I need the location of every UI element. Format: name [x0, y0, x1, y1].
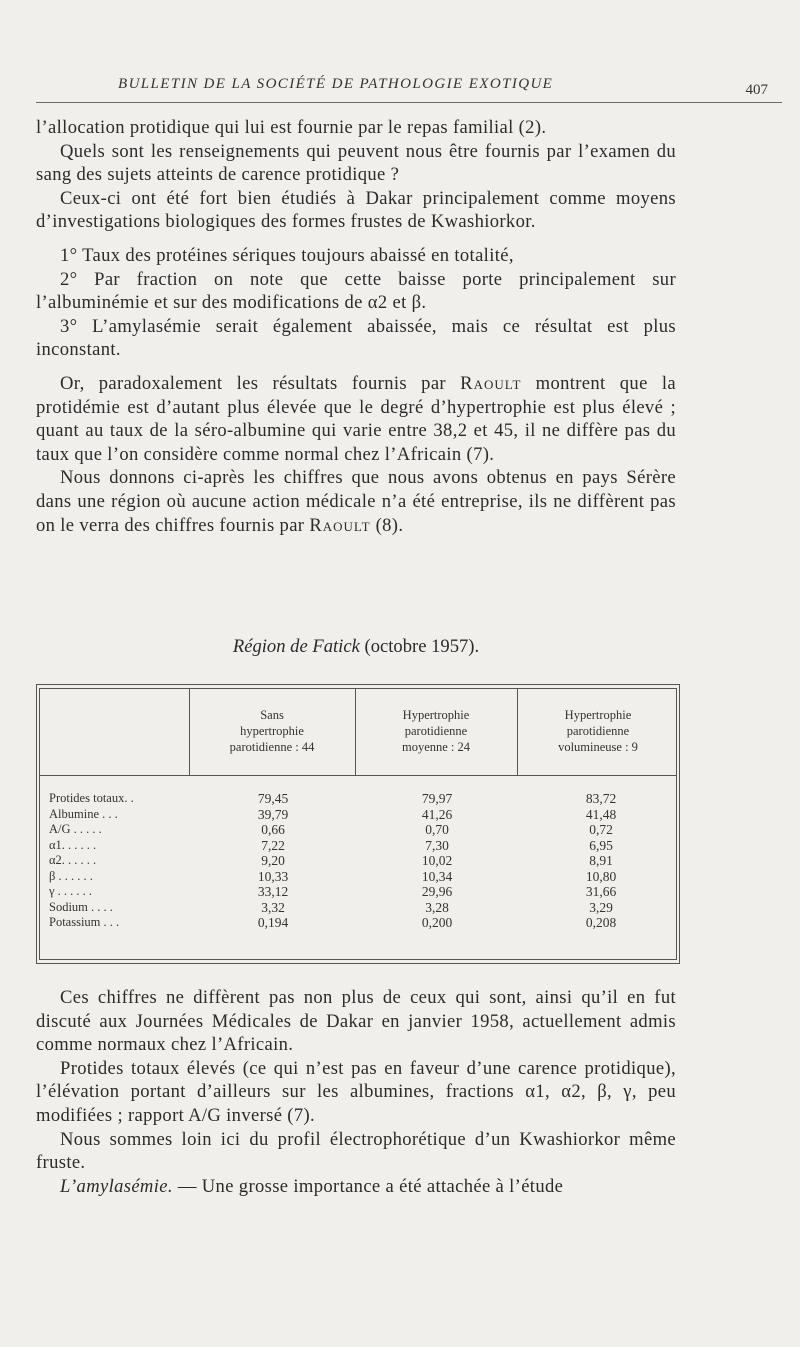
table-rule — [39, 688, 40, 960]
running-head: BULLETIN DE LA SOCIÉTÉ DE PATHOLOGIE EXOTIQUE — [118, 76, 554, 92]
section-title: L’amylasémie. — [60, 1175, 173, 1197]
table-header-rule — [39, 775, 677, 776]
table-cell: 0,200 — [421, 915, 453, 930]
table-cell: 39,79 — [257, 806, 289, 822]
table-cell: 10,34 — [421, 868, 453, 884]
paragraph: Ceux-ci ont été fort bien étudiés à Dakar principalement comme moyens d’investigations biologiques des formes frustes de Kwashiorkor. — [36, 187, 676, 233]
column-header-line: Sans — [260, 708, 284, 722]
column-divider — [355, 688, 356, 775]
body-text-bottom — [36, 986, 676, 1198]
table-cell: 0,66 — [261, 822, 285, 837]
column-header-line: Hypertrophie — [402, 708, 470, 722]
values-column — [223, 791, 323, 931]
column-header — [197, 707, 347, 755]
table-cell: 0,72 — [589, 822, 613, 837]
table-cell: 10,02 — [421, 853, 453, 868]
table-cell: 79,45 — [257, 791, 289, 806]
table-cell: 10,33 — [257, 868, 289, 884]
column-header — [523, 707, 673, 755]
list-item: 2° Par fraction on note que cette baisse porte principalement sur l’albuminémie et sur des modifications de α2 et β. — [36, 268, 676, 314]
text-run: Nous donnons ci-après les chiffres que nous avons obtenus en pays Sérère dans une région où aucune action médicale n’a été entreprise, ils ne diffèrent pas on le verra des chiffres fournis par — [36, 467, 676, 536]
row-label: Albumine . . . — [49, 806, 118, 821]
row-label: α1. . . . . . — [49, 837, 97, 852]
column-header-line: parotidienne — [404, 724, 468, 738]
page-header — [36, 76, 782, 103]
paragraph — [36, 1175, 676, 1199]
table-cell: 0,208 — [585, 915, 617, 930]
column-divider — [517, 688, 518, 775]
table-cell: 8,91 — [589, 853, 613, 868]
row-label: γ . . . . . . — [49, 884, 93, 898]
text-run: (8). — [370, 514, 404, 536]
table-cell: 0,194 — [257, 915, 289, 930]
paragraph: Nous sommes loin ici du profil électrophorétique d’un Kwashiorkor même fruste. — [36, 1128, 676, 1174]
column-header — [361, 707, 511, 755]
values-column — [387, 791, 487, 931]
table-cell: 31,66 — [585, 884, 617, 899]
values-column — [551, 791, 651, 931]
column-header-line: Hypertrophie — [564, 708, 632, 722]
table-rule — [676, 688, 677, 960]
row-label: α2. . . . . . — [49, 853, 97, 867]
table-cell: 83,72 — [585, 791, 617, 806]
author-name: Raoult — [309, 514, 371, 536]
table-cell: 41,26 — [421, 806, 453, 822]
table-rule — [39, 688, 677, 689]
caption-date: (octobre 1957). — [359, 636, 480, 657]
table-rule — [39, 959, 677, 960]
row-label: Sodium . . . . — [49, 899, 113, 914]
row-label: Protides totaux. . — [49, 791, 134, 805]
table-cell: 9,20 — [261, 853, 285, 868]
paragraph: Quels sont les renseignements qui peuvent nous être fournis par l’examen du sang des sujets atteints de carence protidique ? — [36, 140, 676, 186]
row-labels — [49, 791, 199, 931]
column-header-line: parotidienne — [566, 724, 630, 738]
column-header-line: volumineuse : 9 — [558, 740, 638, 754]
table-cell: 7,30 — [425, 837, 449, 853]
column-divider — [189, 688, 190, 775]
body-text-top — [36, 116, 676, 537]
table-cell: 29,96 — [421, 884, 453, 899]
table-cell: 79,97 — [421, 791, 453, 806]
table-cell: 0,70 — [425, 822, 449, 837]
table-cell: 33,12 — [257, 884, 289, 899]
row-label: β . . . . . . — [49, 868, 93, 883]
column-header-line: parotidienne : 44 — [229, 740, 315, 754]
text-run: Or, paradoxalement les résultats fournis par — [60, 372, 461, 394]
column-header-line: moyenne : 24 — [401, 740, 471, 754]
table-caption — [36, 636, 676, 658]
paragraph: Ces chiffres ne diffèrent pas non plus de ceux qui sont, ainsi qu’il en fut discuté aux Journées Médicales de Dakar en janvier 1958, actuellement admis comme normaux chez l’Africain. — [36, 987, 676, 1056]
table-cell: 3,28 — [425, 899, 449, 915]
author-name: Raoult — [460, 372, 522, 394]
row-label: Potassium . . . — [49, 915, 120, 929]
table-cell: 6,95 — [589, 837, 613, 853]
data-table — [36, 684, 680, 964]
list-item: 3° L’amylasémie serait également abaissée, mais ce résultat est plus inconstant. — [36, 315, 676, 361]
page-number: 407 — [745, 82, 768, 98]
table-cell: 41,48 — [585, 806, 617, 822]
table-cell: 10,80 — [585, 868, 617, 884]
table-cell: 7,22 — [261, 837, 285, 853]
table-cell: 3,32 — [261, 899, 285, 915]
paragraph: Protides totaux élevés (ce qui n’est pas en faveur d’une carence protidique), l’élévation portant d’ailleurs sur les albumines, fractions α1, α2, β, γ, peu modifiées ; rapport A/G inversé (7). — [36, 1057, 676, 1126]
paragraph: l’allocation protidique qui lui est fournie par le repas familial (2). — [36, 117, 547, 138]
table-cell: 3,29 — [589, 899, 613, 915]
caption-region: Région de Fatick — [232, 636, 360, 657]
text-run: — Une grosse importance a été attachée à l’étude — [172, 1175, 564, 1197]
paragraph — [36, 372, 676, 466]
list-item: 1° Taux des protéines sériques toujours abaissé en totalité, — [60, 244, 514, 266]
paragraph — [36, 466, 676, 537]
text-run: montrent que la protidémie est d’autant plus élevée que le degré d’hypertrophie est plus élevé ; quant au taux de la séro-albumine qui varie entre 38,2 et 45, il ne diffère pas du taux que l’on considère comme normal chez l’Africain (7). — [36, 372, 676, 465]
row-label: A/G . . . . . — [49, 822, 102, 836]
column-header-line: hypertrophie — [240, 724, 304, 738]
